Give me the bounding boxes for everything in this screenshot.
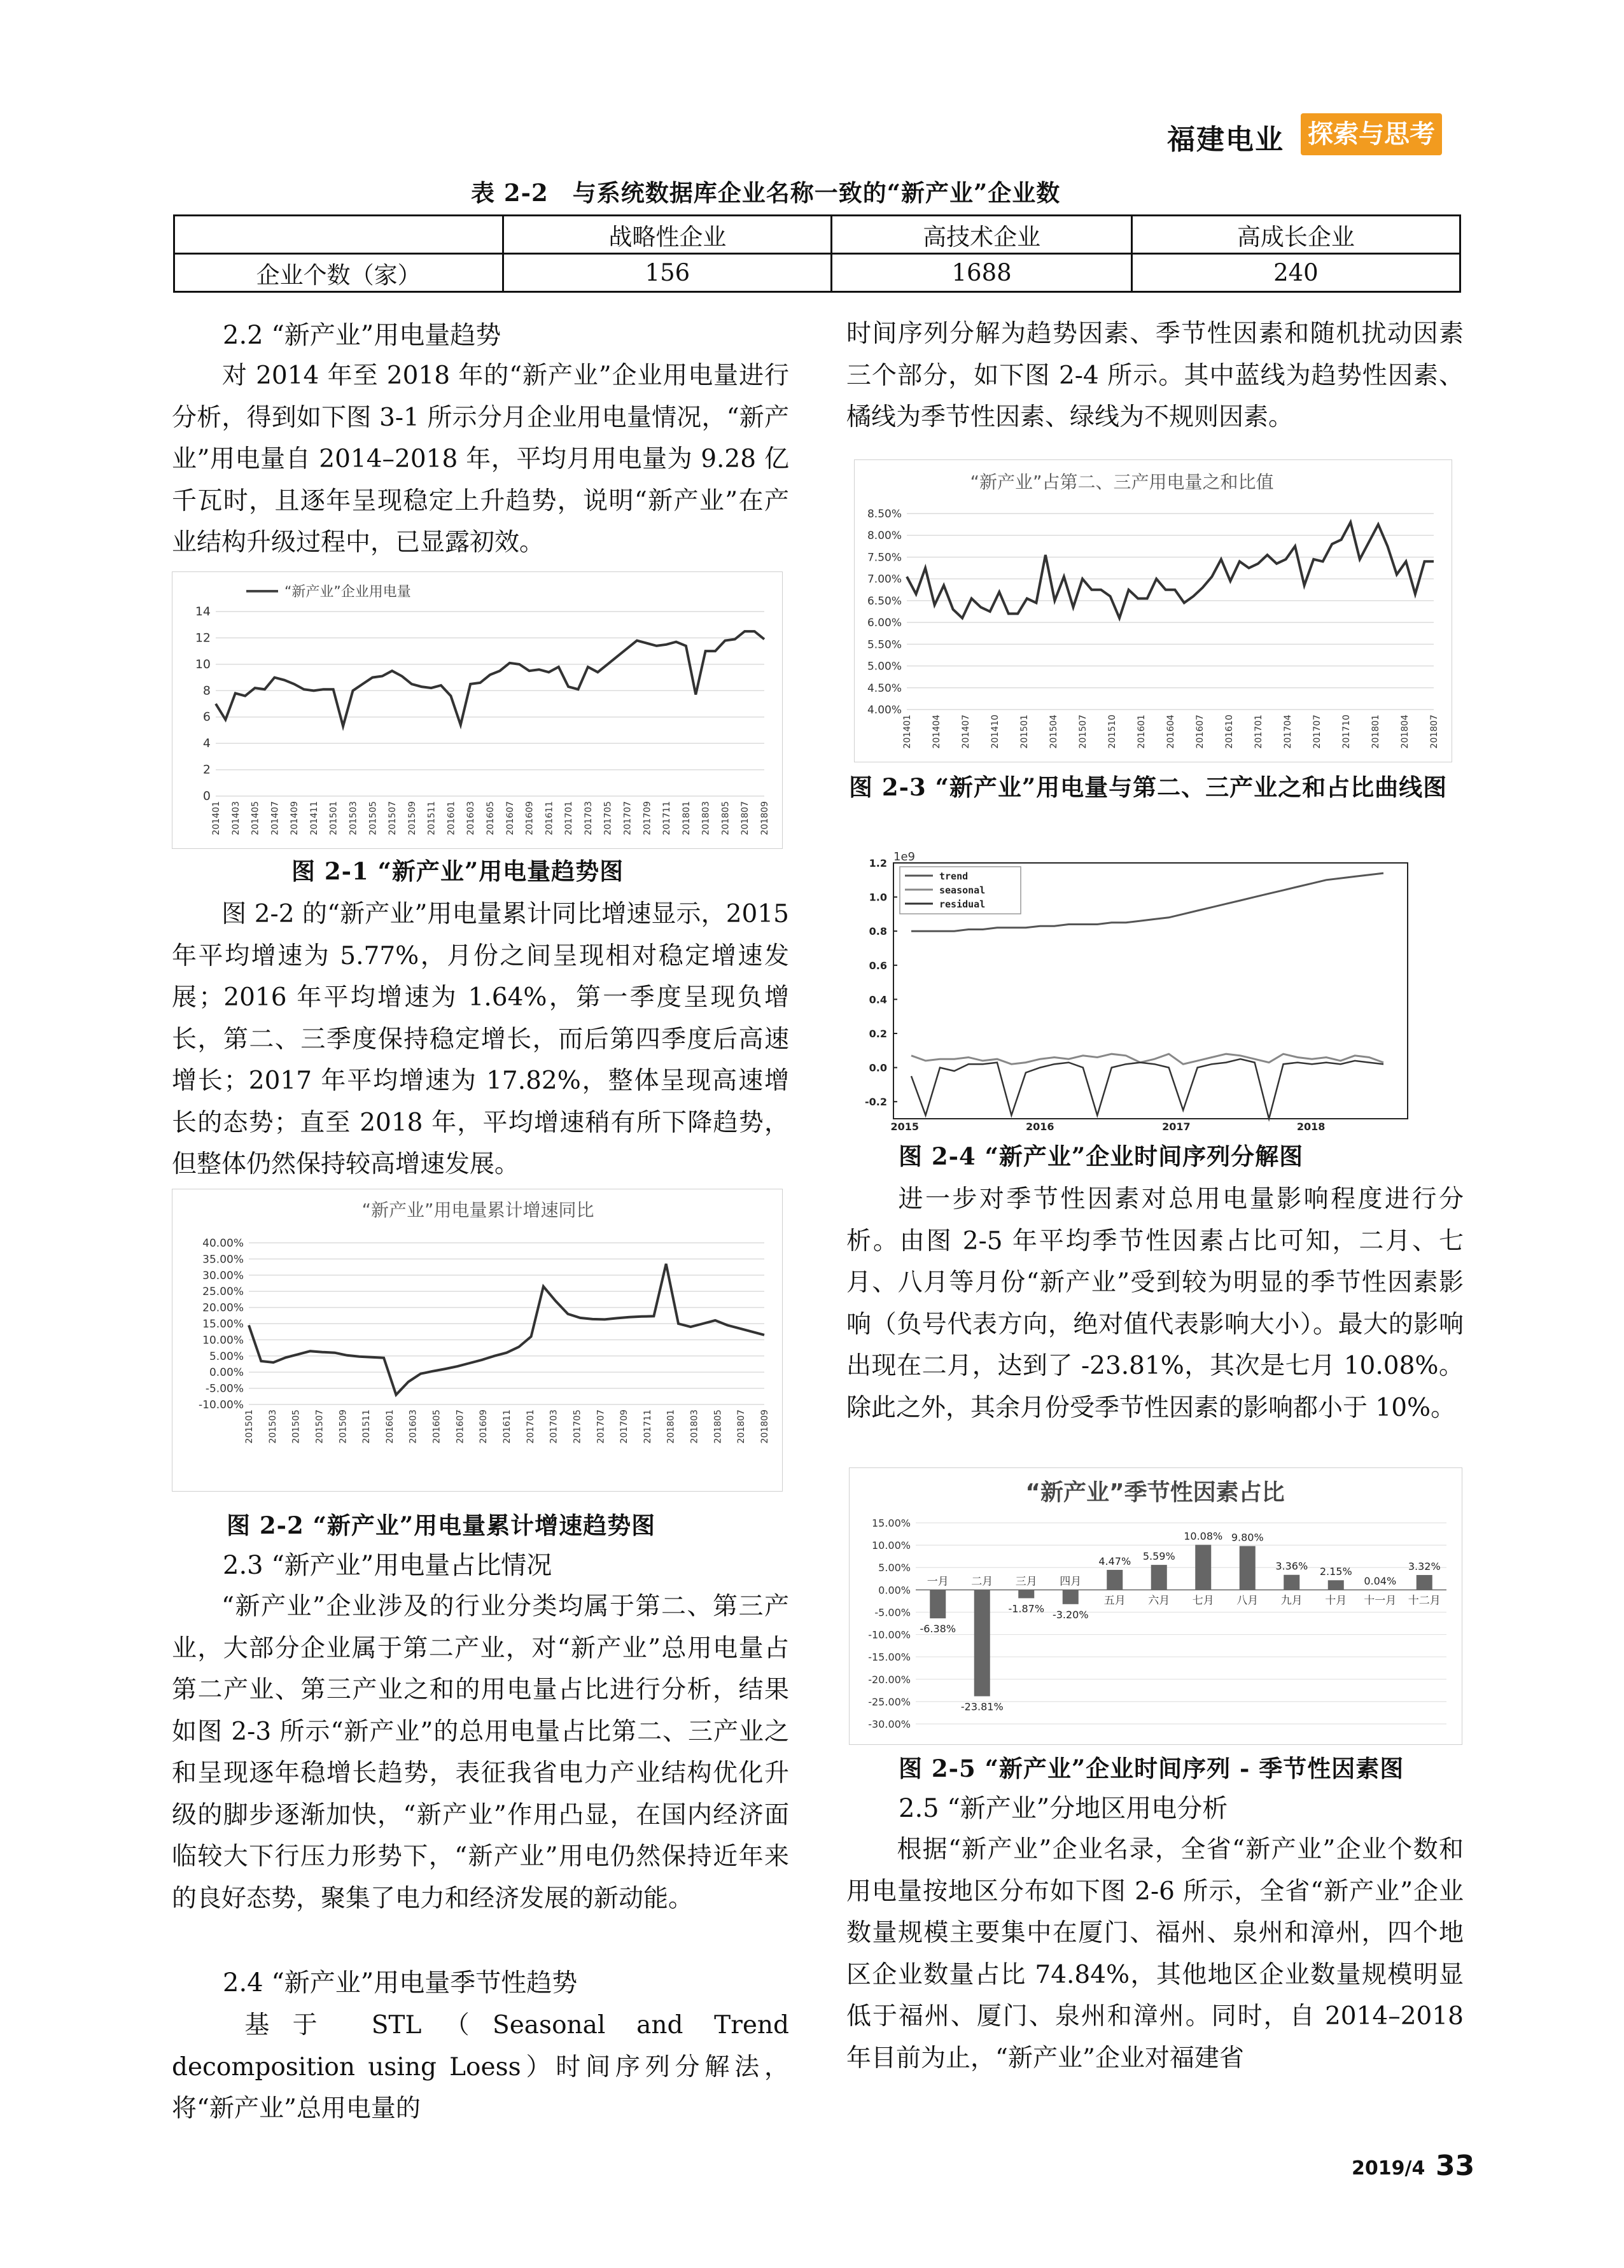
figure-2-2-chart xyxy=(172,1189,783,1492)
x-tick-label: 201805 xyxy=(713,1410,724,1444)
x-tick-label: 201609 xyxy=(479,1410,489,1444)
x-tick-label: 201803 xyxy=(689,1410,700,1444)
legend-label: trend xyxy=(939,871,969,882)
x-tick-label: 201803 xyxy=(701,801,711,836)
x-tick-label: 201604 xyxy=(1166,715,1176,749)
x-tick-label: 201501 xyxy=(328,801,339,836)
y-tick-label: -5.00% xyxy=(205,1382,244,1396)
y-tick-label: 8 xyxy=(202,683,211,698)
y-tick-label: 6.00% xyxy=(867,617,902,630)
category-label: 十月 xyxy=(1325,1594,1347,1607)
y-tick-label: 1.2 xyxy=(869,857,887,869)
y-tick-label: 0.2 xyxy=(869,1028,887,1040)
y-tick-label: -20.00% xyxy=(868,1673,911,1686)
figure-2-4-svg xyxy=(854,851,1414,1131)
x-tick-label: 201807 xyxy=(1429,715,1439,749)
x-tick-label: 201709 xyxy=(619,1410,630,1444)
table-cell: 240 xyxy=(1131,254,1460,292)
bar xyxy=(1018,1590,1034,1598)
x-tick-label: 201605 xyxy=(486,801,496,836)
issue-number: 2019/4 xyxy=(1352,2157,1425,2180)
figure-2-2-svg xyxy=(172,1189,783,1492)
figure-2-5-caption: 图 2-5 “新产业”企业时间序列 - 季节性因素图 xyxy=(899,1754,1404,1782)
section-2-2-paragraph-1: 对 2014 年至 2018 年的“新产业”企业用电量进行分析，得到如下图 3-1 所示分月企业用电量情况，“新产业”用电量自 2014–2018 年，平均月用电量为 9.28 亿千瓦时，且逐年呈现稳定上升趋势，说明“新产业”在产业结构升级过程中，已显露初效。 xyxy=(172,361,789,557)
y-tick-label: 5.00% xyxy=(878,1562,911,1574)
x-tick-label: 2015 xyxy=(890,1121,920,1131)
category-label: 一月 xyxy=(927,1575,949,1588)
data-label: -1.87% xyxy=(1008,1602,1045,1615)
x-tick-label: 201509 xyxy=(407,801,417,836)
x-tick-label: 201511 xyxy=(426,801,437,836)
table-row xyxy=(174,254,1460,292)
section-2-3-title: 2.3 “新产业”用电量占比情况 xyxy=(223,1551,552,1580)
data-label: 9.80% xyxy=(1231,1531,1264,1544)
x-tick-label: 201605 xyxy=(431,1410,442,1444)
exponent-label: 1e9 xyxy=(893,851,915,864)
table-cell: 企业个数（家） xyxy=(174,254,503,292)
category-label: 三月 xyxy=(1015,1575,1037,1588)
section-2-4-paragraph-1-continued: 时间序列分解为趋势因素、季节性因素和随机扰动因素三个部分，如下图 2-4 所示。其中蓝线为趋势性因素、橘线为季节性因素、绿线为不规则因素。 xyxy=(846,319,1464,431)
y-tick-label: 5.00% xyxy=(209,1350,244,1363)
figure-2-3-caption: 图 2-3 “新产业”用电量与第二、三产业之和占比曲线图 xyxy=(849,773,1448,801)
x-tick-label: 201711 xyxy=(642,1410,653,1444)
y-tick-label: 40.00% xyxy=(202,1237,244,1250)
x-tick-label: 201704 xyxy=(1283,715,1293,749)
section-2-5-paragraph: 根据“新产业”企业名录，全省“新产业”企业个数和用电量按地区分布如下图 2-6 所示，全省“新产业”企业数量规模主要集中在厦门、福州、泉州和漳州，四个地区企业数量占比 74.84%，其他地区企业数量规模明显低于福州、厦门、泉州和漳州。同时，自 2014–2018 年目前为止，“新产业”企业对福建省 xyxy=(846,1835,1464,2073)
section-2-2-paragraph-2: 图 2-2 的“新产业”用电量累计同比增速显示，2015 年平均增速为 5.77%，月份之间呈现相对稳定增速发展；2016 年平均增速为 1.64%，第一季度呈现负增长，第二、三季度保持稳定增长，而后第四季度后高速增长；2017 年平均增速为 17.82%，整体呈现高速增长的态势；直至 2018 年，平均增速稍有所下降趋势，但整体仍然保持较高增速发展。 xyxy=(172,900,789,1179)
y-tick-label: 10.00% xyxy=(871,1539,911,1552)
category-label: 八月 xyxy=(1236,1594,1259,1607)
chart-title: “新产业”季节性因素占比 xyxy=(1025,1480,1285,1506)
y-tick-label: -15.00% xyxy=(868,1651,911,1663)
x-tick-label: 201611 xyxy=(502,1410,512,1444)
bar xyxy=(1240,1546,1256,1590)
x-tick-label: 201609 xyxy=(524,801,535,836)
y-tick-label: 20.00% xyxy=(202,1301,244,1315)
x-tick-label: 201801 xyxy=(681,801,692,836)
x-tick-label: 201801 xyxy=(1371,715,1381,749)
series-line xyxy=(249,1264,764,1395)
y-tick-label: 12 xyxy=(195,631,211,645)
x-tick-label: 201407 xyxy=(270,801,281,836)
y-tick-label: 10.00% xyxy=(202,1334,244,1347)
figure-2-5-chart xyxy=(849,1467,1462,1745)
section-2-4-paragraph-2: 进一步对季节性因素对总用电量影响程度进行分析。由图 2-5 年平均季节性因素占比可知，二月、七月、八月等月份“新产业”受到较为明显的季节性因素影响（负号代表方向，绝对值代表影响大小）。最大的影响出现在二月，达到了 -23.81%，其次是七月 10.08%。除此之外，其余月份受季节性因素的影响都小于 10%。 xyxy=(846,1185,1464,1422)
x-tick-label: 201807 xyxy=(740,801,751,836)
table-cell: 1688 xyxy=(832,254,1131,292)
y-tick-label: -30.00% xyxy=(868,1718,911,1730)
section-2-4-title: 2.4 “新产业”用电量季节性趋势 xyxy=(223,1968,578,1998)
x-tick-label: 201409 xyxy=(290,801,300,836)
series-line xyxy=(907,522,1434,619)
x-tick-label: 201710 xyxy=(1341,715,1352,749)
x-tick-label: 201711 xyxy=(662,801,673,836)
category-label: 四月 xyxy=(1060,1575,1082,1588)
x-tick-label: 201705 xyxy=(572,1410,583,1444)
data-label: 3.32% xyxy=(1408,1560,1441,1573)
y-tick-label: 0.0 xyxy=(869,1061,887,1074)
table-cell: 156 xyxy=(503,254,832,292)
x-tick-label: 201807 xyxy=(736,1410,747,1444)
data-label: -23.81% xyxy=(960,1700,1004,1713)
y-tick-label: 35.00% xyxy=(202,1253,244,1266)
companies-table xyxy=(173,214,1461,293)
series-line-residual xyxy=(911,1059,1383,1119)
x-tick-label: 201411 xyxy=(309,801,319,836)
category-label: 七月 xyxy=(1192,1594,1214,1607)
bar xyxy=(974,1590,990,1696)
data-label: 3.36% xyxy=(1275,1560,1308,1572)
x-tick-label: 201401 xyxy=(902,715,913,749)
figure-2-2-caption: 图 2-2 “新产业”用电量累计增速趋势图 xyxy=(227,1511,656,1539)
x-tick-label: 201707 xyxy=(622,801,633,836)
y-tick-label: 0.6 xyxy=(869,959,887,972)
y-tick-label: 15.00% xyxy=(871,1517,911,1529)
x-tick-label: 201804 xyxy=(1400,715,1410,749)
x-tick-label: 201407 xyxy=(961,715,971,749)
data-label: 2.15% xyxy=(1319,1565,1352,1578)
y-tick-label: -5.00% xyxy=(874,1606,911,1619)
bar xyxy=(1195,1545,1211,1590)
y-tick-label: 5.50% xyxy=(867,638,902,652)
x-tick-label: 201501 xyxy=(244,1410,255,1444)
y-tick-label: 0.8 xyxy=(869,925,887,938)
x-tick-label: 201703 xyxy=(549,1410,559,1444)
x-tick-label: 201701 xyxy=(525,1410,536,1444)
section-2-3-paragraph: “新产业”企业涉及的行业分类均属于第二、第三产业，大部分企业属于第二产业，对“新产业”总用电量占第二产业、第三产业之和的用电量占比进行分析，结果如图 2-3 所示“新产业”的总用电量占比第二、三产业之和呈现逐年稳增长趋势，表征我省电力产业结构优化升级的脚步逐渐加快，“新产业”作用凸显，在国内经济面临较大下行压力形势下，“新产业”用电仍然保持近年来的良好态势，聚集了电力和经济发展的新动能。 xyxy=(172,1592,789,1913)
x-tick-label: 201801 xyxy=(666,1410,676,1444)
x-tick-label: 201405 xyxy=(250,801,261,836)
figure-2-1-caption: 图 2-1 “新产业”用电量趋势图 xyxy=(291,857,624,885)
y-tick-label: -25.00% xyxy=(868,1695,911,1708)
data-label: 10.08% xyxy=(1184,1530,1223,1543)
bar xyxy=(1107,1570,1123,1590)
x-tick-label: 2016 xyxy=(1026,1121,1054,1131)
y-tick-label: 1.0 xyxy=(869,891,887,904)
x-tick-label: 201703 xyxy=(583,801,594,836)
x-tick-label: 201503 xyxy=(267,1410,278,1444)
bar xyxy=(1417,1575,1432,1590)
y-tick-label: 7.00% xyxy=(867,573,902,586)
figure-2-1-svg xyxy=(172,572,783,850)
x-tick-label: 201507 xyxy=(1078,715,1088,749)
data-label: -6.38% xyxy=(920,1623,956,1635)
legend-label: “新产业”企业用电量 xyxy=(284,584,411,600)
x-tick-label: 201707 xyxy=(596,1410,606,1444)
y-tick-label: 7.50% xyxy=(867,551,902,564)
y-tick-label: 4.00% xyxy=(867,704,902,717)
section-2-4-paragraph-1: 基于 STL（Seasonal and Trend decomposition using Loess）时间序列分解法，将“新产业”总用电量的 xyxy=(172,2011,789,2123)
figure-2-3-svg xyxy=(855,460,1453,763)
x-tick-label: 201601 xyxy=(384,1410,395,1444)
y-tick-label: -0.2 xyxy=(865,1096,887,1109)
x-tick-label: 201607 xyxy=(1195,715,1205,749)
x-tick-label: 2018 xyxy=(1296,1121,1326,1131)
y-tick-label: 2 xyxy=(202,762,211,777)
figure-2-1-chart xyxy=(172,571,783,849)
x-tick-label: 201504 xyxy=(1049,715,1059,749)
x-tick-label: 201701 xyxy=(564,801,575,836)
x-tick-label: 201809 xyxy=(760,801,770,836)
x-tick-label: 2017 xyxy=(1162,1121,1191,1131)
x-tick-label: 201505 xyxy=(368,801,379,836)
x-tick-label: 201601 xyxy=(1137,715,1147,749)
legend-label: residual xyxy=(939,899,986,910)
category-label: 六月 xyxy=(1148,1594,1170,1607)
y-tick-label: 10 xyxy=(195,657,211,671)
y-tick-label: 6.50% xyxy=(867,594,902,608)
y-tick-label: 0.00% xyxy=(209,1366,244,1380)
x-tick-label: 201509 xyxy=(338,1410,349,1444)
figure-2-4-caption: 图 2-4 “新产业”企业时间序列分解图 xyxy=(899,1142,1304,1170)
legend-label: seasonal xyxy=(939,885,986,896)
y-tick-label: 15.00% xyxy=(202,1318,244,1331)
category-label: 十二月 xyxy=(1408,1594,1441,1607)
table-caption: 表 2-2 与系统数据库企业名称一致的“新产业”企业数 xyxy=(471,179,1061,207)
x-tick-label: 201501 xyxy=(1019,715,1030,749)
bar xyxy=(1284,1575,1299,1590)
figure-2-3-chart xyxy=(854,459,1452,762)
y-tick-label: 8.50% xyxy=(867,508,902,521)
y-tick-label: 4 xyxy=(202,736,211,751)
bar xyxy=(1328,1580,1344,1590)
x-tick-label: 201510 xyxy=(1107,715,1117,749)
x-tick-label: 201401 xyxy=(211,801,221,836)
data-label: 4.47% xyxy=(1098,1555,1131,1567)
y-tick-label: 30.00% xyxy=(202,1269,244,1282)
y-tick-label: 0.4 xyxy=(869,993,887,1006)
y-tick-label: -10.00% xyxy=(199,1399,244,1411)
category-label: 九月 xyxy=(1280,1594,1303,1607)
x-tick-label: 201503 xyxy=(348,801,359,836)
y-tick-label: 0.00% xyxy=(878,1584,911,1597)
y-tick-label: 25.00% xyxy=(202,1285,244,1299)
category-label: 二月 xyxy=(971,1575,993,1588)
x-tick-label: 201507 xyxy=(314,1410,325,1444)
data-label: 0.04% xyxy=(1364,1575,1397,1588)
chart-title: “新产业”占第二、三产用电量之和比值 xyxy=(970,472,1274,493)
x-tick-label: 201404 xyxy=(932,715,942,749)
chart-title: “新产业”用电量累计增速同比 xyxy=(361,1200,594,1221)
table-header-cell xyxy=(174,216,503,254)
table-header-cell: 战略性企业 xyxy=(503,216,832,254)
x-tick-label: 201410 xyxy=(990,715,1000,749)
x-tick-label: 201705 xyxy=(603,801,613,836)
y-tick-label: 8.00% xyxy=(867,529,902,543)
y-tick-label: 6 xyxy=(202,710,211,724)
table-header-row xyxy=(174,216,1460,254)
section-badge xyxy=(1301,113,1442,155)
y-tick-label: 14 xyxy=(195,605,211,619)
figure-2-5-svg xyxy=(850,1468,1463,1746)
x-tick-label: 201507 xyxy=(388,801,398,836)
y-tick-label: 0 xyxy=(202,789,211,803)
section-2-5-title: 2.5 “新产业”分地区用电分析 xyxy=(899,1794,1228,1823)
x-tick-label: 201511 xyxy=(361,1410,372,1444)
x-tick-label: 201403 xyxy=(230,801,241,836)
section-label: 探索与思考 xyxy=(1308,120,1435,149)
bar xyxy=(930,1590,946,1618)
y-tick-label: 4.50% xyxy=(867,682,902,695)
category-label: 十一月 xyxy=(1364,1594,1397,1607)
x-tick-label: 201603 xyxy=(466,801,477,836)
x-tick-label: 201607 xyxy=(455,1410,466,1444)
y-tick-label: 5.00% xyxy=(867,660,902,673)
bar xyxy=(1151,1565,1167,1590)
table-header-cell: 高技术企业 xyxy=(832,216,1131,254)
x-tick-label: 201505 xyxy=(291,1410,302,1444)
series-line xyxy=(216,631,764,726)
journal-name: 福建电业 xyxy=(1167,123,1284,156)
x-tick-label: 201709 xyxy=(642,801,653,836)
x-tick-label: 201809 xyxy=(760,1410,770,1444)
page-number: 33 xyxy=(1436,2150,1475,2182)
x-tick-label: 201707 xyxy=(1312,715,1322,749)
table-header-cell: 高成长企业 xyxy=(1131,216,1460,254)
x-tick-label: 201701 xyxy=(1254,715,1264,749)
x-tick-label: 201805 xyxy=(720,801,731,836)
x-tick-label: 201610 xyxy=(1224,715,1235,749)
data-label: -3.20% xyxy=(1052,1608,1089,1621)
bar xyxy=(1063,1590,1079,1604)
x-tick-label: 201603 xyxy=(408,1410,419,1444)
x-tick-label: 201611 xyxy=(544,801,555,836)
x-tick-label: 201607 xyxy=(505,801,515,836)
section-2-2-title: 2.2 “新产业”用电量趋势 xyxy=(223,321,501,350)
y-tick-label: -10.00% xyxy=(868,1628,911,1641)
x-tick-label: 201601 xyxy=(446,801,457,836)
figure-2-4-chart xyxy=(854,851,1414,1131)
category-label: 五月 xyxy=(1103,1594,1126,1607)
data-label: 5.59% xyxy=(1142,1550,1175,1563)
